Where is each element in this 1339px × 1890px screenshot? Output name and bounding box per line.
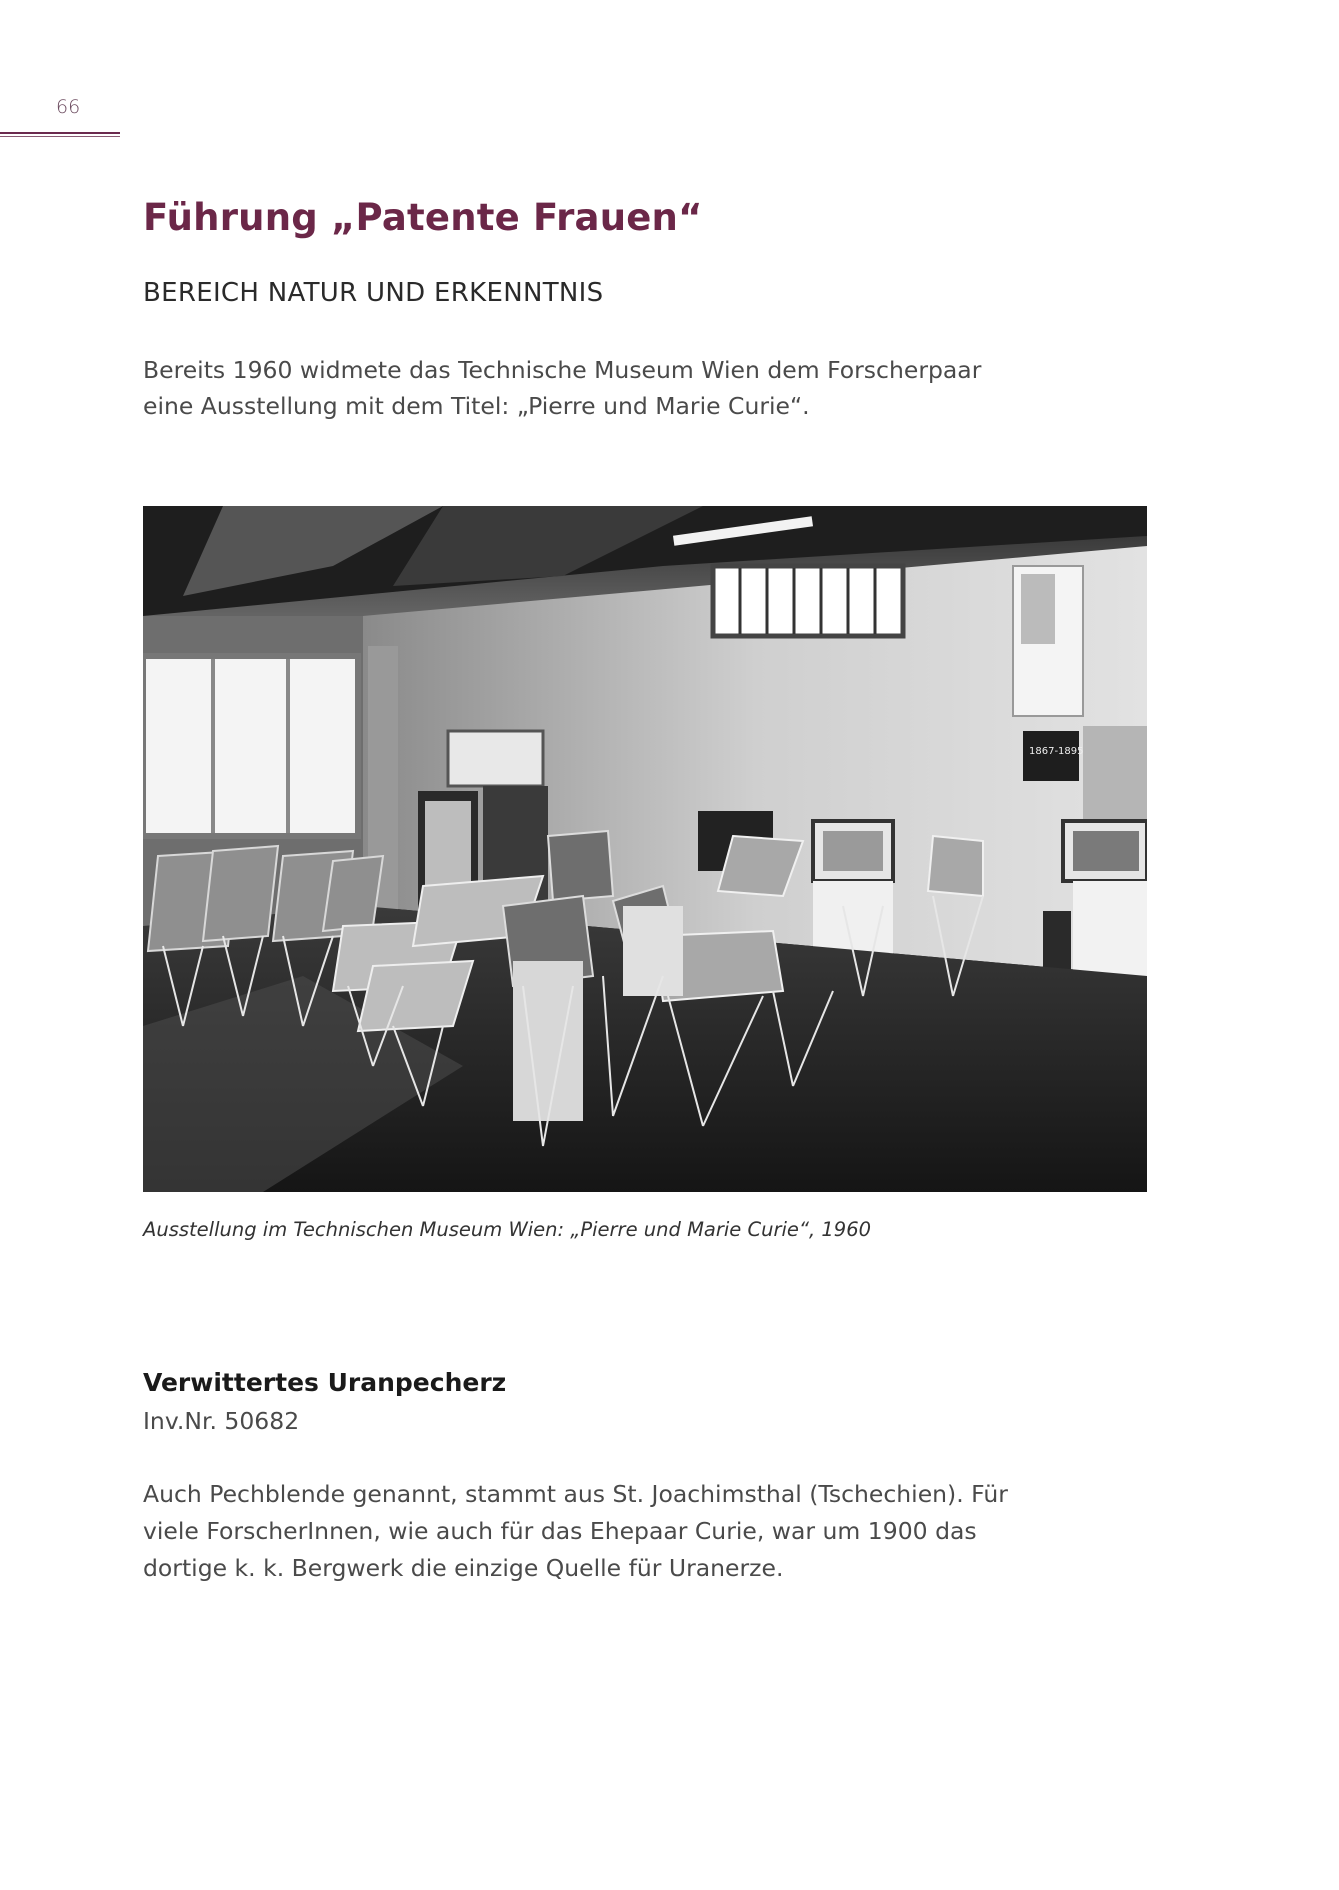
item-description-line: viele ForscherInnen, wie auch für das Ehepaar Curie, war um 1900 das	[143, 1517, 977, 1545]
page-rule	[0, 132, 120, 134]
photo-caption: Ausstellung im Technischen Museum Wien: „Pierre und Marie Curie“, 1960	[143, 1218, 872, 1241]
item-title: Verwittertes Uranpecherz	[143, 1368, 507, 1397]
intro-paragraph	[143, 352, 1023, 424]
item-description-line: Auch Pechblende genannt, stammt aus St. Joachimsthal (Tschechien). Für	[143, 1480, 1008, 1508]
section-heading: BEREICH NATUR UND ERKENNTNIS	[143, 278, 604, 308]
item-description-line: dortige k. k. Bergwerk die einzige Quelle für Uranerze.	[143, 1554, 784, 1582]
item-description	[143, 1476, 1043, 1587]
exhibition-photo-drawing	[143, 506, 1147, 1192]
item-inventory-number: Inv.Nr. 50682	[143, 1407, 300, 1435]
exhibition-photo	[143, 506, 1147, 1192]
panel-label: 1867-1895	[1029, 746, 1084, 757]
intro-line: Bereits 1960 widmete das Technische Museum Wien dem Forscherpaar	[143, 356, 982, 384]
page-title: Führung „Patente Frauen“	[143, 196, 703, 239]
intro-line: eine Ausstellung mit dem Titel: „Pierre und Marie Curie“.	[143, 392, 810, 420]
page-number: 66	[56, 96, 81, 118]
